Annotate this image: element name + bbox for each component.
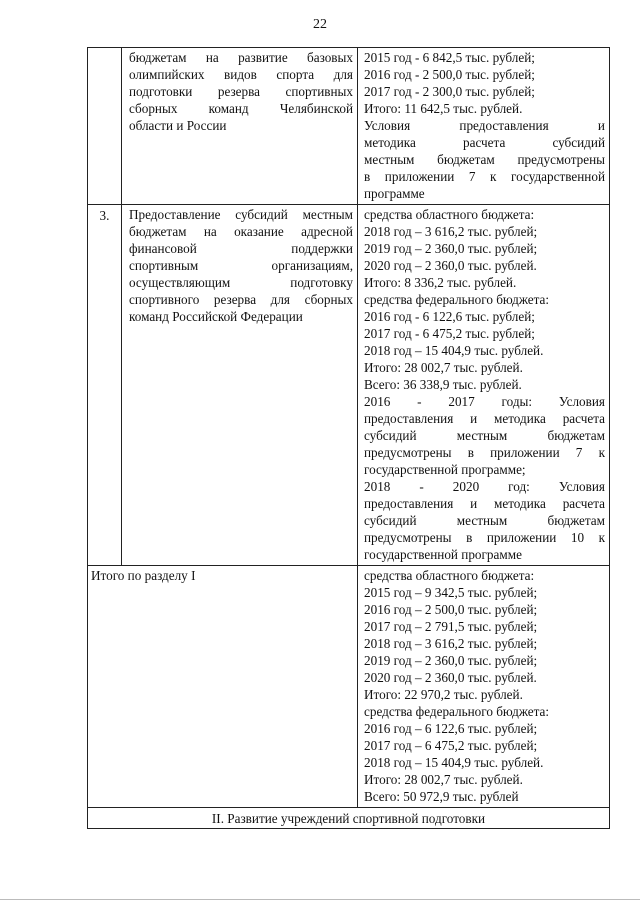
funding-line: 2018 - 2020 год: Условия [364, 479, 605, 494]
funding-line: субсидий местным бюджетам [364, 513, 605, 528]
funding-line: предусмотрены в приложении 10 к [364, 530, 605, 545]
funding-line: государственной программе [364, 547, 522, 562]
measure-name-line: подготовки резерва спортивных [129, 84, 353, 99]
measure-name-line: Предоставление субсидий местным [129, 207, 353, 222]
funding-line: 2018 год – 3 616,2 тыс. рублей; [364, 636, 538, 651]
funding-line: программе [364, 186, 425, 201]
measure-name-cell [122, 205, 358, 566]
measure-name-cell [122, 48, 358, 205]
funding-line: предоставления и методика расчета [364, 496, 605, 511]
funding-line: 2019 год – 2 360,0 тыс. рублей; [364, 653, 538, 668]
funding-line: 2019 год – 2 360,0 тыс. рублей; [364, 241, 538, 256]
section-total-label: Итого по разделу I [88, 566, 358, 808]
measure-name-line: олимпийских видов спорта для [129, 67, 353, 82]
funding-line: 2016 год - 6 122,6 тыс. рублей; [364, 309, 535, 324]
table-row-3 [88, 205, 610, 566]
measure-name-line: бюджетам на оказание адресной [129, 224, 353, 239]
funding-line: Всего: 50 972,9 тыс. рублей [364, 789, 519, 804]
funding-cell [358, 566, 610, 808]
funding-line: 2017 год - 6 475,2 тыс. рублей; [364, 326, 535, 341]
funding-line: предусмотрены в приложении 7 к [364, 445, 605, 460]
funding-line: государственной программе; [364, 462, 526, 477]
row-number-cell: 3. [88, 205, 122, 566]
measure-name-line: бюджетам на развитие базовых [129, 50, 353, 65]
funding-line: средства областного бюджета: [364, 207, 535, 222]
measure-name-line: осуществляющим подготовку [129, 275, 353, 290]
table-row-continued [88, 48, 610, 205]
table-row-total [88, 566, 610, 808]
funding-line: 2018 год – 15 404,9 тыс. рублей. [364, 343, 544, 358]
funding-line: Итого: 22 970,2 тыс. рублей. [364, 687, 523, 702]
funding-line: предоставления и методика расчета [364, 411, 605, 426]
funding-line: средства федерального бюджета: [364, 704, 550, 719]
page-number: 22 [313, 17, 327, 32]
funding-line: Итого: 28 002,7 тыс. рублей. [364, 772, 523, 787]
funding-line: Итого: 11 642,5 тыс. рублей. [364, 101, 523, 116]
funding-line: Итого: 8 336,2 тыс. рублей. [364, 275, 517, 290]
table-row-section-header [88, 808, 610, 829]
funding-line: 2015 год - 6 842,5 тыс. рублей; [364, 50, 535, 65]
funding-line: 2020 год – 2 360,0 тыс. рублей. [364, 258, 537, 273]
funding-line: 2016 год – 6 122,6 тыс. рублей; [364, 721, 538, 736]
measure-name-line: сборных команд Челябинской [129, 101, 353, 116]
measure-name-line: финансовой поддержки [129, 241, 353, 256]
funding-line: Итого: 28 002,7 тыс. рублей. [364, 360, 523, 375]
funding-line: Всего: 36 338,9 тыс. рублей. [364, 377, 522, 392]
measure-name-line: спортивным организациям, [129, 258, 353, 273]
measure-name-line: области и России [129, 118, 227, 133]
funding-line: субсидий местным бюджетам [364, 428, 605, 443]
funding-line: 2020 год – 2 360,0 тыс. рублей. [364, 670, 537, 685]
program-table [87, 47, 610, 829]
funding-line: местным бюджетам предусмотрены [364, 152, 605, 167]
funding-line: 2017 год – 2 791,5 тыс. рублей; [364, 619, 538, 634]
funding-line: средства федерального бюджета: [364, 292, 550, 307]
funding-line: 2018 год – 3 616,2 тыс. рублей; [364, 224, 538, 239]
measure-name-line: команд Российской Федерации [129, 309, 303, 324]
page-bottom-rule [0, 899, 640, 900]
row-number-cell [88, 48, 122, 205]
funding-line: 2018 год – 15 404,9 тыс. рублей. [364, 755, 544, 770]
measure-name-line: спортивного резерва для сборных [129, 292, 353, 307]
funding-cell [358, 48, 610, 205]
funding-cell [358, 205, 610, 566]
funding-line: методика расчета субсидий [364, 135, 605, 150]
funding-line: 2016 год - 2 500,0 тыс. рублей; [364, 67, 535, 82]
section-header: II. Развитие учреждений спортивной подготовки [88, 808, 610, 829]
funding-line: 2017 год – 6 475,2 тыс. рублей; [364, 738, 538, 753]
funding-line: средства областного бюджета: [364, 568, 535, 583]
funding-line: 2017 год - 2 300,0 тыс. рублей; [364, 84, 535, 99]
funding-line: Условия предоставления и [364, 118, 605, 133]
funding-line: 2016 - 2017 годы: Условия [364, 394, 605, 409]
funding-line: 2016 год – 2 500,0 тыс. рублей; [364, 602, 538, 617]
funding-line: 2015 год – 9 342,5 тыс. рублей; [364, 585, 538, 600]
funding-line: в приложении 7 к государственной [364, 169, 605, 184]
